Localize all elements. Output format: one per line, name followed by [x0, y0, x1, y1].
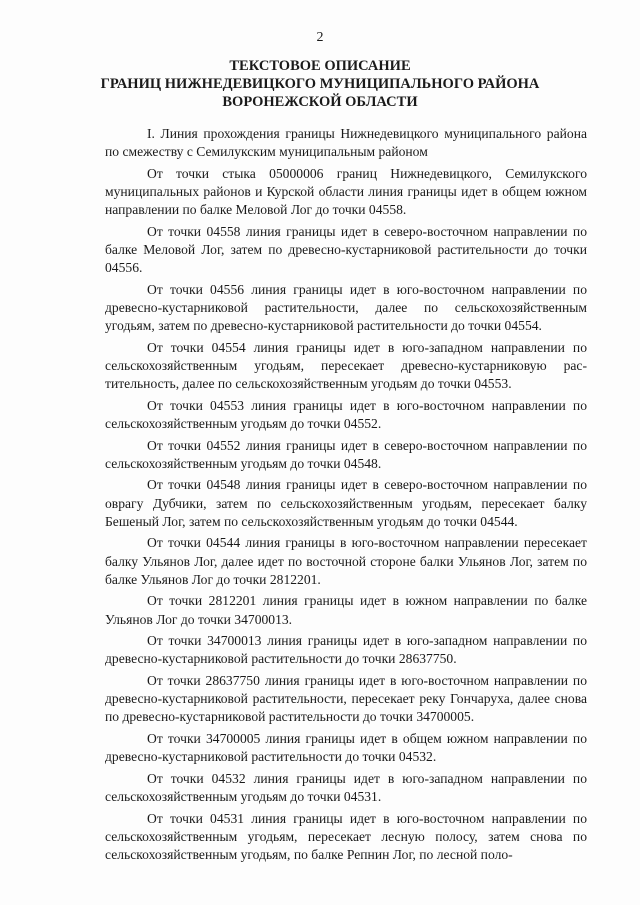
body-paragraph: От точки 2812201 линия границы идет в южном направлении по балке Ульянов Лог до точки 34700013. [105, 593, 587, 627]
body-paragraph: От точки 04531 линия границы идет в юго-восточном направлении по сельскохозяйственным угодьям, пересекает лесную полосу, затем снова по сельскохозяйственным угодьям, по балке Репнин Лог, по лесной поло- [105, 810, 587, 862]
body-paragraph: От точки 04556 линия границы идет в юго-восточном направлении по древесно-кустарниковой растительности, далее по сельскохозяйственным угодьям, затем по древесно-кустарниковой растительности до точки 04554. [105, 281, 587, 334]
title-line: ГРАНИЦ НИЖНЕДЕВИЦКОГО МУНИЦИПАЛЬНОГО РАЙОНА [100, 76, 540, 92]
document-title [0, 57, 640, 111]
title-line: ТЕКСТОВОЕ ОПИСАНИЕ [229, 58, 411, 74]
body-paragraph: От точки 04548 линия границы идет в северо-восточном направлении по оврагу Дубчики, затем по сельскохозяйственным угодьям, пересекает балку Бешеный Лог, затем по сельскохозяйственным угодьям до точки 04544. [105, 477, 587, 529]
section-heading-paragraph: I. Линия прохождения границы Нижнедевицкого муниципального района по смежеству с Семилукским муниципальным районом [105, 126, 587, 160]
body-paragraph: От точки стыка 05000006 границ Нижнедевицкого, Семилукского муниципальных районов и Курской области линия границы идет в общем южном направлении по балке Меловой Лог до точки 04558. [105, 165, 587, 218]
body-paragraph: От точки 04558 линия границы идет в северо-восточном направлении по балке Меловой Лог, затем по древесно-кустарниковой растительности до точки 04556. [105, 223, 587, 276]
body-paragraph: От точки 04554 линия границы идет в юго-западном направлении по сельскохозяйственным угодьям, пересекает древесно-кустарниковую растительность, далее по сельскохозяйственным угодьям до точки 04553. [105, 339, 587, 392]
body-paragraph: От точки 34700013 линия границы идет в юго-западном направлении по древесно-кустарниковой растительности до точки 28637750. [105, 633, 587, 667]
title-line: ВОРОНЕЖСКОЙ ОБЛАСТИ [222, 94, 418, 110]
body-paragraph: От точки 28637750 линия границы идет в юго-восточном направлении по древесно-кустарниковой растительности, пересекает реку Гончаруха, далее снова по древесно-кустарниковой растительности до точки 34700005. [105, 672, 587, 725]
page-number: 2 [316, 30, 324, 45]
body-paragraph: От точки 04544 линия границы в юго-восточном направлении пересекает балку Ульянов Лог, далее идет по восточной стороне балки Ульянов Лог, затем по балке Ульянов Лог до точки 2812201. [105, 535, 587, 587]
body-paragraph: От точки 04552 линия границы идет в северо-восточном направлении по сельскохозяйственным угодьям до точки 04548. [105, 437, 587, 471]
body-paragraph: От точки 34700005 линия границы идет в общем южном направлении по древесно-кустарниковой растительности до точки 04532. [105, 730, 587, 765]
body-paragraph: От точки 04532 линия границы идет в юго-западном направлении по сельскохозяйственным угодьям до точки 04531. [105, 770, 587, 804]
body-paragraph: От точки 04553 линия границы идет в юго-восточном направлении по сельскохозяйственным угодьям до точки 04552. [105, 397, 587, 431]
document-body [105, 125, 587, 868]
